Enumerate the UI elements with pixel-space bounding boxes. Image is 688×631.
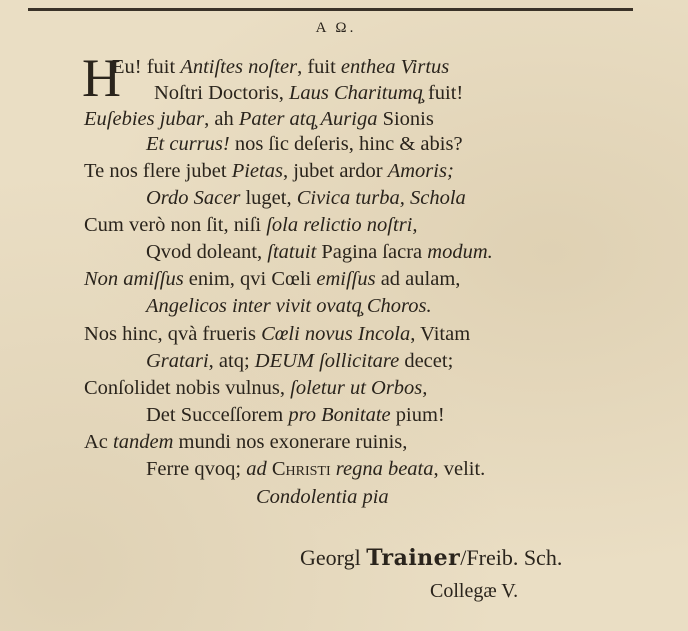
poem-line-7: Cum verò non ſit, niſi ſola relictio noſtri, — [84, 214, 418, 236]
poem-line-16: Ferre qvoq; ad Christi regna beata, velit. — [146, 458, 486, 480]
drop-cap: H — [82, 48, 121, 108]
signature-name: Georgl Trainer/Freib. Sch. — [300, 545, 563, 571]
poem-line-2: Noſtri Doctoris, Laus Charitumq̧ fuit! — [154, 82, 464, 104]
top-rule — [28, 8, 633, 11]
poem-line-5: Te nos flere jubet Pietas, jubet ardor Amoris; — [84, 160, 454, 182]
signature-role: Collegæ V. — [430, 580, 519, 602]
poem-line-14: Det Succeſſorem pro Bonitate pium! — [146, 404, 445, 426]
poem-line-12: Gratari, atq; DEUM ſollicitare decet; — [146, 350, 454, 372]
poem-line-1: Eu! fuit Antiſtes noſter, fuit enthea Virtus — [112, 56, 450, 78]
poem-line-8: Qvod doleant, ſtatuit Pagina ſacra modum. — [146, 241, 493, 263]
poem-line-13: Conſolidet nobis vulnus, ſoletur ut Orbos, — [84, 377, 428, 399]
poem-line-4: Et currus! nos ſic deſeris, hinc & abis? — [146, 133, 463, 155]
poem-line-9: Non amiſſus enim, qvi Cœli emiſſus ad aulam, — [84, 268, 461, 290]
header-alpha-omega: Α Ω. — [315, 20, 357, 36]
poem-line-11: Nos hinc, qvà frueris Cœli novus Incola, Vitam — [84, 323, 471, 345]
poem-line-6: Ordo Sacer luget, Civica turba, Schola — [146, 187, 466, 209]
poem-line-3: Euſebies jubar, ah Pater atq̧ Auriga Sionis — [84, 108, 434, 130]
poem-line-15: Ac tandem mundi nos exonerare ruinis, — [84, 431, 408, 453]
poem-line-10: Angelicos inter vivit ovatq̧ Choros. — [146, 295, 432, 317]
poem-closing-line: Condolentia pia — [256, 486, 389, 508]
